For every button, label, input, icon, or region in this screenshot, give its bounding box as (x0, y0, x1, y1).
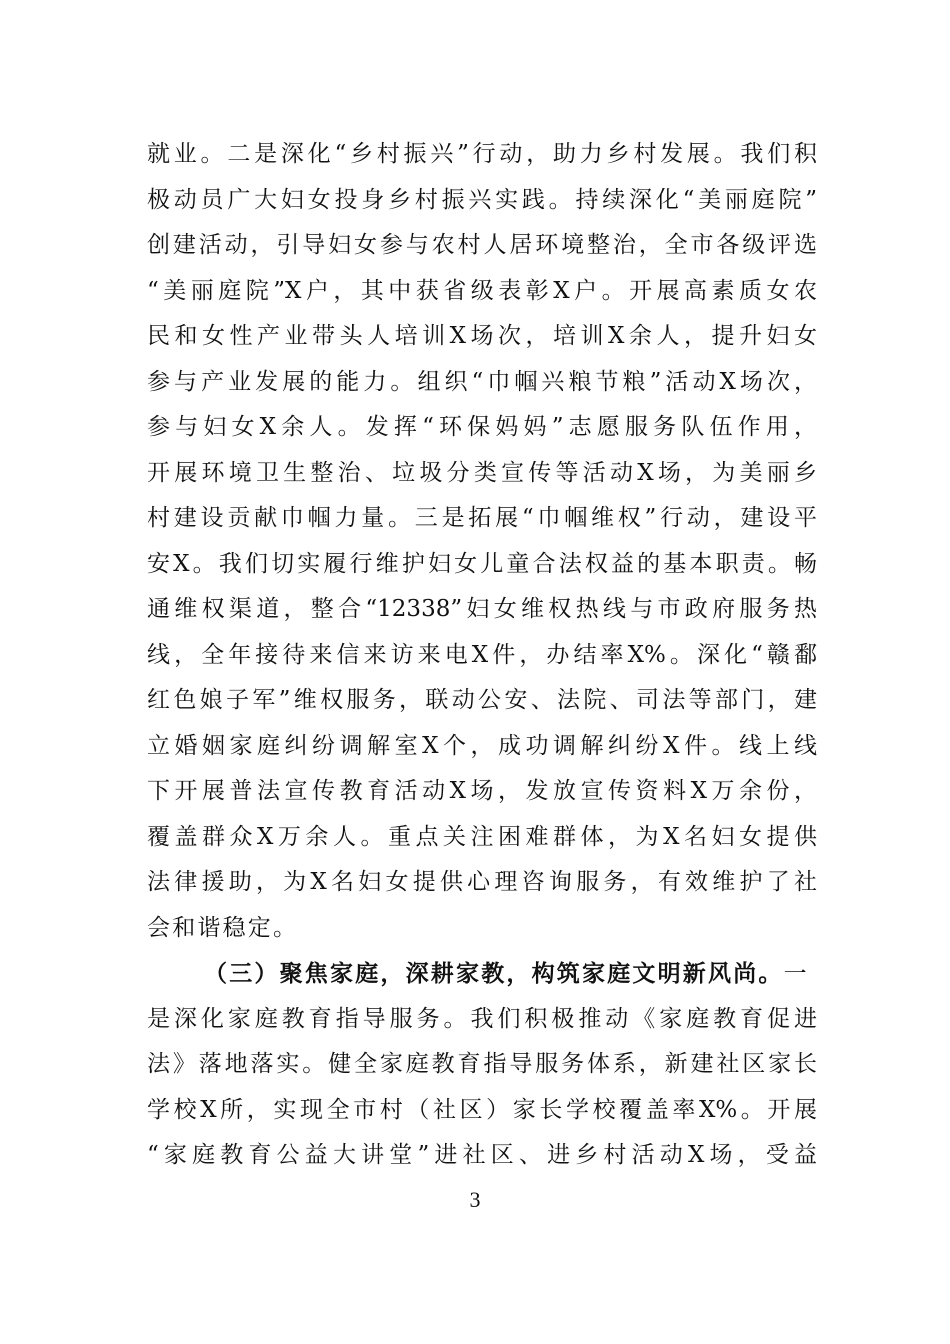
section-line-start: 一 (783, 961, 809, 987)
paragraph-line: 红色娘子军”维权服务，联动公安、法院、司法等部门，建 (147, 687, 817, 713)
paragraph-line: 是深化家庭教育指导服务。我们积极推动《家庭教育促进 (147, 1005, 817, 1032)
section-heading-line (147, 951, 817, 997)
paragraph-line: “家庭教育公益大讲堂”进社区、进乡村活动X场，受益 (147, 1142, 817, 1168)
paragraph-line: 安X。我们切实履行维护妇女儿童合法权益的基本职责。畅 (147, 550, 817, 577)
body-text (147, 132, 817, 1179)
paragraph-line: 民和女性产业带头人培训X场次，培训X余人，提升妇女 (147, 323, 817, 349)
paragraph-line: 参与产业发展的能力。组织“巾帼兴粮节粮”活动X场次， (147, 368, 817, 395)
paragraph-line: 下开展普法宣传教育活动X场，发放宣传资料X万余份， (147, 778, 817, 804)
paragraph-line: 创建活动，引导妇女参与农村人居环境整治，全市各级评选 (147, 232, 817, 258)
paragraph-line: 学校X所，实现全市村（社区）家长学校覆盖率X%。开展 (147, 1096, 817, 1123)
paragraph-line: 村建设贡献巾帼力量。三是拓展“巾帼维权”行动，建设平 (147, 505, 817, 531)
paragraph-line: 会和谐稳定。 (147, 914, 299, 941)
paragraph-line: 开展环境卫生整治、垃圾分类宣传等活动X场，为美丽乡 (147, 459, 817, 486)
paragraph-line: 通维权渠道，整合“12338”妇女维权热线与市政府服务热 (147, 596, 817, 622)
paragraph-line: 就业。二是深化“乡村振兴”行动，助力乡村发展。我们积 (147, 141, 817, 167)
paragraph-line: 立婚姻家庭纠纷调解室X个，成功调解纠纷X件。线上线 (147, 732, 817, 759)
page-number: 3 (469, 1187, 481, 1212)
paragraph-line: 法》落地落实。健全家庭教育指导服务体系，新建社区家长 (147, 1051, 817, 1077)
paragraph-line: 线，全年接待来信来访来电X件，办结率X%。深化“赣鄱 (147, 641, 817, 668)
section-heading: （三）聚焦家庭，深耕家教，构筑家庭文明新风尚。 (204, 960, 784, 987)
paragraph-line: 极动员广大妇女投身乡村振兴实践。持续深化“美丽庭院” (147, 186, 817, 213)
paragraph-line: 法律援助，为X名妇女提供心理咨询服务，有效维护了社 (147, 869, 817, 895)
paragraph-line: 覆盖群众X万余人。重点关注困难群体，为X名妇女提供 (147, 823, 817, 850)
paragraph-line: “美丽庭院”X户，其中获省级表彰X户。开展高素质女农 (147, 277, 817, 304)
paragraph-line: 参与妇女X余人。发挥“环保妈妈”志愿服务队伍作用， (147, 414, 817, 440)
